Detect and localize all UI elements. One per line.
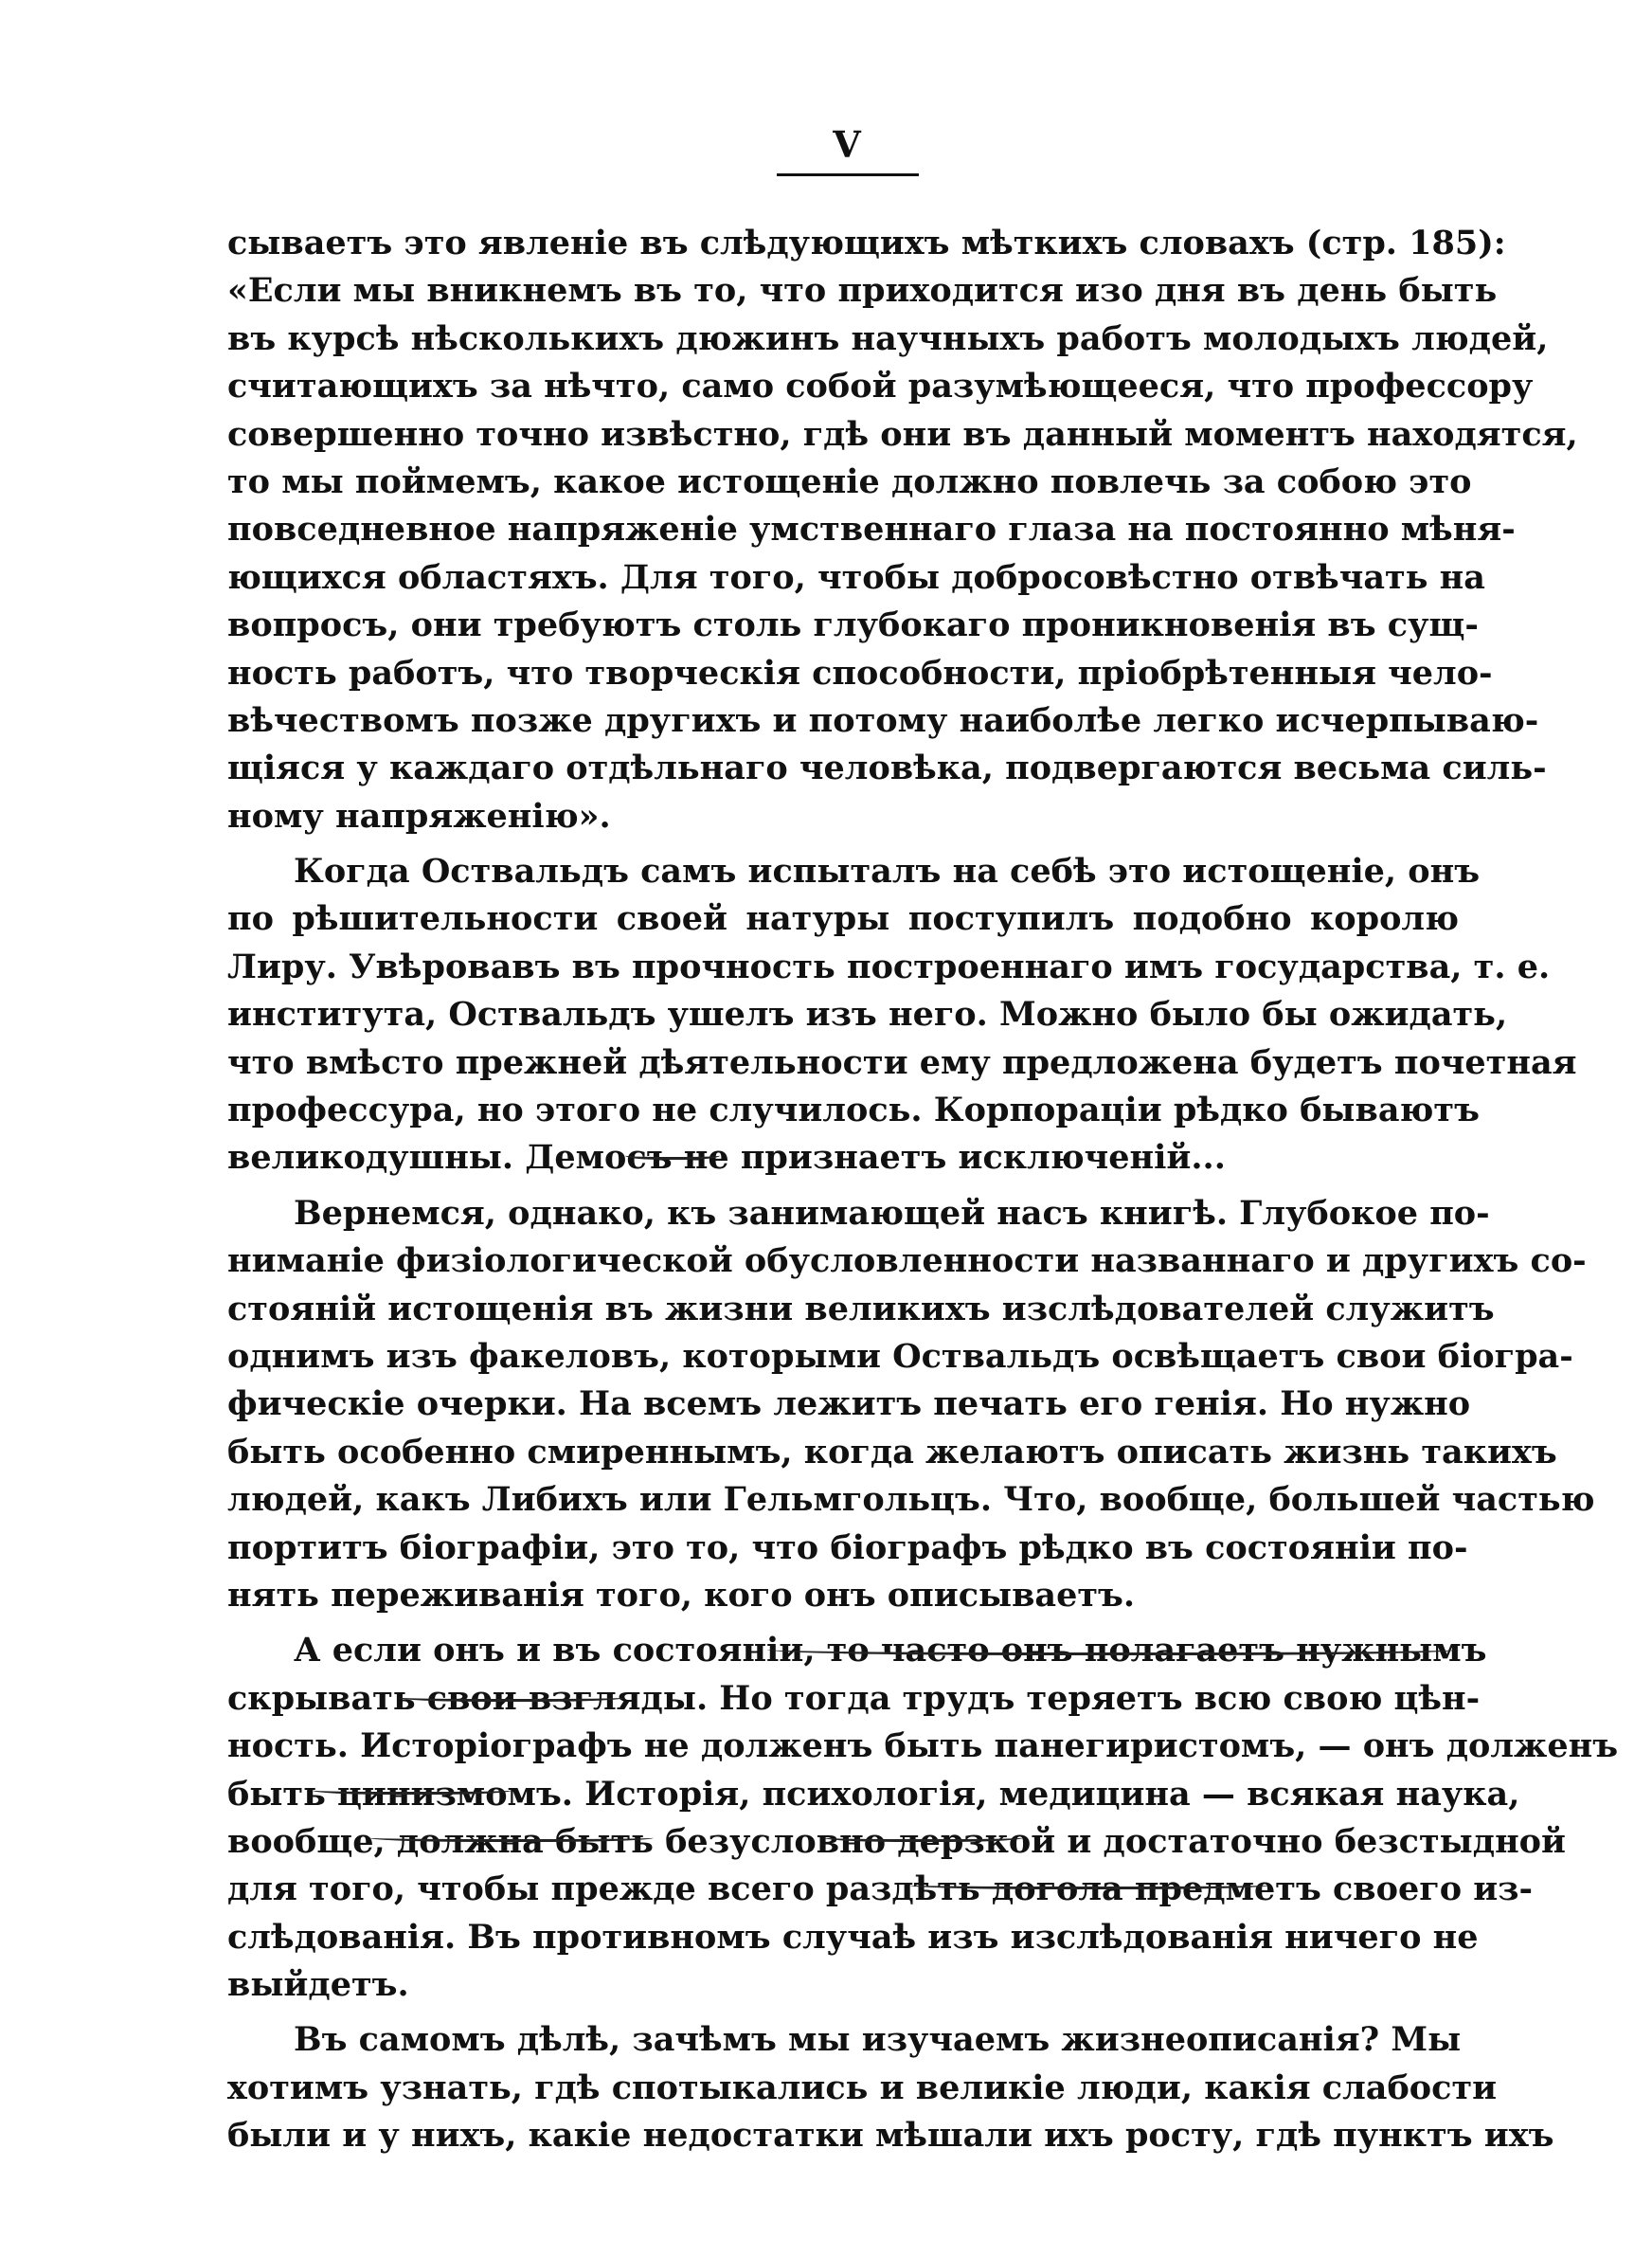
text-line: профессура, но этого не случилось. Корпораціи рѣдко бываютъ: [227, 1091, 1480, 1130]
paragraph-2: [227, 848, 1577, 1183]
handwritten-underline-mark: [369, 1832, 654, 1842]
text-line: людей, какъ Либихъ или Гельмгольцъ. Что, вообще, большей частью: [227, 1480, 1595, 1520]
handwritten-underline-mark: [767, 1641, 1459, 1655]
text-line: быть особенно смиреннымъ, когда желаютъ описать жизнь такихъ: [227, 1432, 1557, 1472]
paragraph-1: [227, 220, 1578, 840]
text-line: быть цинизмомъ. Исторія, психологія, медицина — всякая наука,: [227, 1774, 1520, 1814]
text-line: стояній истощенія въ жизни великихъ изслѣдователей служитъ: [227, 1289, 1495, 1328]
page-number-rule: [777, 173, 919, 176]
page-number: V: [833, 123, 863, 166]
text-line: Вернемся, однако, къ занимающей насъ книгѣ. Глубокое по-: [294, 1193, 1490, 1233]
text-line: нять переживанія того, кого онъ описываетъ.: [227, 1575, 1136, 1615]
handwritten-underline-mark: [824, 1832, 1023, 1842]
text-line: ному напряженію».: [227, 796, 611, 836]
text-line: фическіе очерки. На всемъ лежитъ печать его генія. Но нужно: [227, 1384, 1471, 1424]
text-line: Когда Оствальдъ самъ испыталъ на себѣ это истощеніе, онъ: [294, 852, 1481, 892]
text-line: повседневное напряженіе умственнаго глаза на постоянно мѣня-: [227, 510, 1516, 550]
text-line: что вмѣсто прежней дѣятельности ему предложена будетъ почетная: [227, 1042, 1577, 1082]
text-line: для того, чтобы прежде всего раздѣть догола предметъ своего из-: [227, 1869, 1534, 1909]
text-line: вопросъ, они требуютъ столь глубокаго проникновенія въ сущ-: [227, 605, 1479, 645]
text-line: сываетъ это явленіе въ слѣдующихъ мѣткихъ словахъ (стр. 185):: [227, 224, 1506, 262]
text-line: великодушны. Демосъ не признаетъ исключеній...: [227, 1138, 1226, 1178]
text-line: щіяся у каждаго отдѣльнаго человѣка, подвергаются весьма силь-: [227, 749, 1547, 788]
text-line: А если онъ и въ состояніи, то часто онъ полагаетъ нужнымъ: [294, 1631, 1487, 1670]
text-line: вѣчествомъ позже другихъ и потому наиболѣе легко исчерпываю-: [227, 700, 1539, 740]
text-line: Лиру. Увѣровавъ въ прочность построеннаго имъ государства, т. е.: [227, 947, 1551, 986]
text-line: института, Оствальдъ ушелъ изъ него. Можно было бы ожидать,: [227, 995, 1508, 1035]
text-line: слѣдованія. Въ противномъ случаѣ изъ изслѣдованія ничего не: [227, 1917, 1479, 1957]
text-line: ющихся областяхъ. Для того, чтобы добросовѣстно отвѣчать на: [227, 557, 1485, 597]
text-line: «Если мы вникнемъ въ то, что приходится изо дня въ день быть: [227, 271, 1498, 311]
text-line: ность работъ, что творческія способности, пріобрѣтенныя чело-: [227, 653, 1493, 693]
text-line: хотимъ узнать, гдѣ спотыкались и великіе люди, какія слабости: [227, 2067, 1498, 2107]
text-line: были и у нихъ, какіе недостатки мѣшали ихъ росту, гдѣ пунктъ ихъ: [227, 2116, 1554, 2156]
handwritten-underline-mark: [313, 1784, 512, 1795]
text-line: считающихъ за нѣчто, само собой разумѣющееся, что профессору: [227, 367, 1534, 406]
text-line: то мы поймемъ, какое истощеніе должно повлечь за собою это: [227, 461, 1472, 501]
paragraph-5: [227, 2016, 1554, 2159]
handwritten-underline-mark: [909, 1879, 1269, 1889]
text-line: Въ самомъ дѣлѣ, зачѣмъ мы изучаемъ жизнеописанія? Мы: [294, 2020, 1462, 2060]
body-text: [227, 220, 1619, 2160]
text-line: выйдетъ.: [227, 1965, 409, 2005]
text-line: ниманіе физіологической обусловленности названнаго и другихъ со-: [227, 1241, 1587, 1281]
paragraph-4: [227, 1627, 1619, 2009]
text-line: въ курсѣ нѣсколькихъ дюжинъ научныхъ работъ молодыхъ людей,: [227, 318, 1549, 358]
text-line: вообще, должна быть безусловно дерзкой и достаточно безстыдной: [227, 1821, 1566, 1861]
text-line: скрывать свои взгляды. Но тогда трудъ теряетъ всю свою цѣн-: [227, 1678, 1481, 1718]
text-line: портитъ біографіи, это то, что біографъ рѣдко въ состояніи по-: [227, 1527, 1468, 1567]
text-line: однимъ изъ факеловъ, которыми Оствальдъ освѣщаетъ свои біогра-: [227, 1336, 1573, 1376]
text-line: по рѣшительности своей натуры поступилъ подобно королю: [227, 899, 1459, 939]
paragraph-3: [227, 1190, 1595, 1620]
text-line: ность. Исторіографъ не долженъ быть панегиристомъ, — онъ долженъ: [227, 1726, 1619, 1766]
handwritten-underline-mark: [625, 1149, 720, 1160]
handwritten-underline-mark: [398, 1691, 625, 1702]
text-line: совершенно точно извѣстно, гдѣ они въ данный моментъ находятся,: [227, 414, 1578, 454]
